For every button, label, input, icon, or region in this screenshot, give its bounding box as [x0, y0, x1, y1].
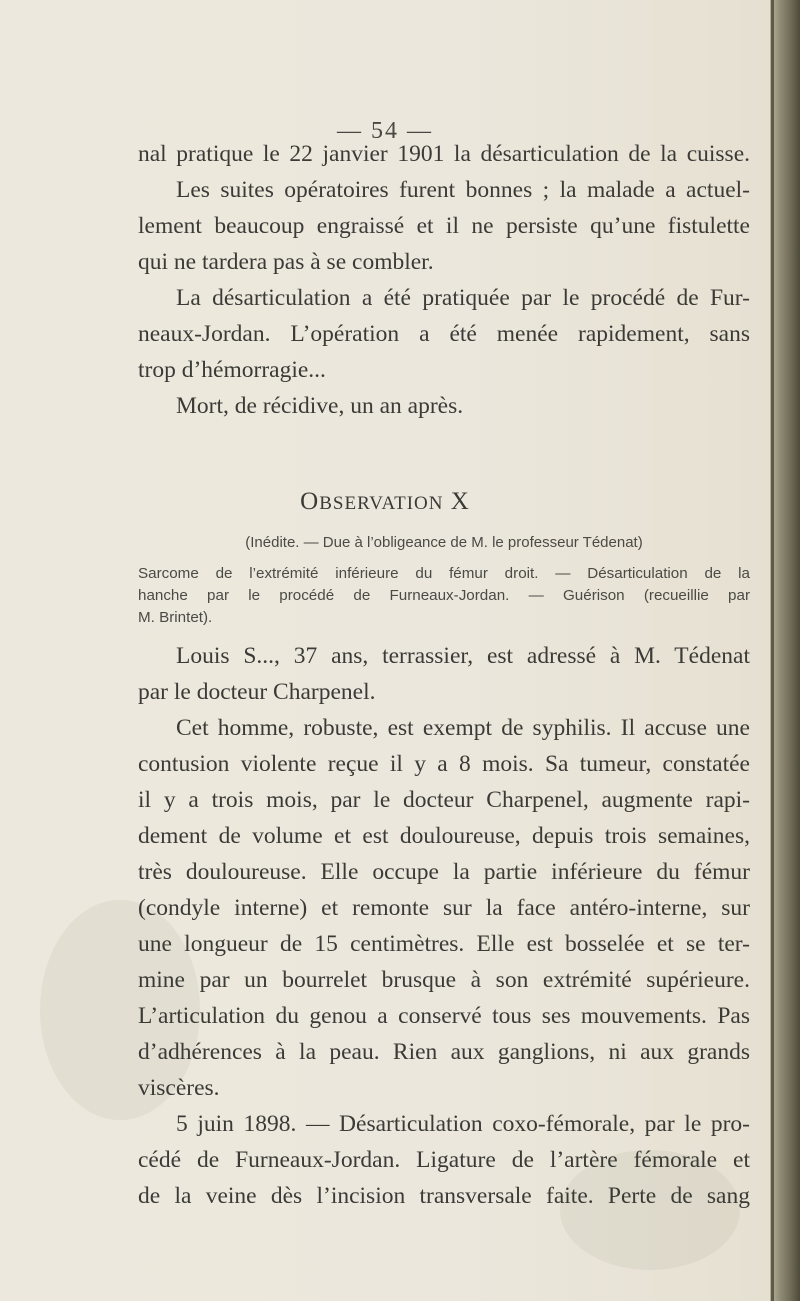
observation-heading: [0, 488, 770, 516]
text-line: par le docteur Charpenel.: [138, 679, 376, 705]
text-line: lement beaucoup engraissé et il ne persiste qu’une fistulette: [138, 213, 750, 239]
text-line: d’adhérences à la peau. Rien aux ganglions, ni aux grands: [138, 1039, 750, 1065]
text-line: Cet homme, robuste, est exempt de syphilis. Il accuse une: [176, 715, 750, 741]
text-line: mine par un bourrelet brusque à son extrémité supérieure.: [138, 967, 750, 993]
text-line: une longueur de 15 centimètres. Elle est bosselée et se ter-: [138, 931, 750, 957]
summary-line: hanche par le procédé de Furneaux-Jordan. — Guérison (recueillie par: [138, 587, 750, 604]
summary-line: Sarcome de l’extrémité inférieure du fémur droit. — Désarticulation de la: [138, 565, 750, 582]
source-note: (Inédite. — Due à l’obligeance de M. le professeur Tédenat): [245, 534, 643, 551]
text-line: Louis S..., 37 ans, terrassier, est adressé à M. Tédenat: [176, 643, 750, 669]
text-line: (condyle interne) et remonte sur la face antéro-interne, sur: [138, 895, 750, 921]
intro-paragraphs: [138, 136, 750, 424]
page-number: — 54 —: [337, 118, 433, 144]
text-line: de la veine dès l’incision transversale faite. Perte de sang: [138, 1183, 750, 1209]
text-line: nal pratique le 22 janvier 1901 la désarticulation de la cuisse.: [138, 141, 750, 167]
text-line: cédé de Furneaux-Jordan. Ligature de l’artère fémorale et: [138, 1147, 750, 1173]
text-line: La désarticulation a été pratiquée par le procédé de Fur-: [176, 285, 750, 311]
case-summary: [138, 563, 750, 629]
summary-line: M. Brintet).: [138, 609, 213, 626]
heading-initial: O: [300, 488, 320, 515]
case-body: [138, 638, 750, 1214]
text-line: qui ne tardera pas à se combler.: [138, 249, 434, 275]
text-line: Les suites opératoires furent bonnes ; la malade a actuel-: [176, 177, 750, 203]
text-line: il y a trois mois, par le docteur Charpenel, augmente rapi-: [138, 787, 750, 813]
heading-number: X: [443, 488, 470, 515]
text-line: trop d’hémorragie...: [138, 357, 326, 383]
text-line: 5 juin 1898. — Désarticulation coxo-fémorale, par le pro-: [176, 1111, 750, 1137]
text-line: très douloureuse. Elle occupe la partie inférieure du fémur: [138, 859, 750, 885]
text-line: contusion violente reçue il y a 8 mois. Sa tumeur, constatée: [138, 751, 750, 777]
text-line: Mort, de récidive, un an après.: [176, 393, 464, 419]
text-line: viscères.: [138, 1075, 220, 1101]
page-edge-line: [771, 0, 774, 1301]
text-line: dement de volume et est douloureuse, depuis trois semaines,: [138, 823, 750, 849]
heading-smallcaps: BSERVATION: [319, 493, 444, 514]
text-line: L’articulation du genou a conservé tous ses mouvements. Pas: [138, 1003, 750, 1029]
book-edge-shadow: [770, 0, 800, 1301]
text-line: neaux-Jordan. L’opération a été menée rapidement, sans: [138, 321, 750, 347]
